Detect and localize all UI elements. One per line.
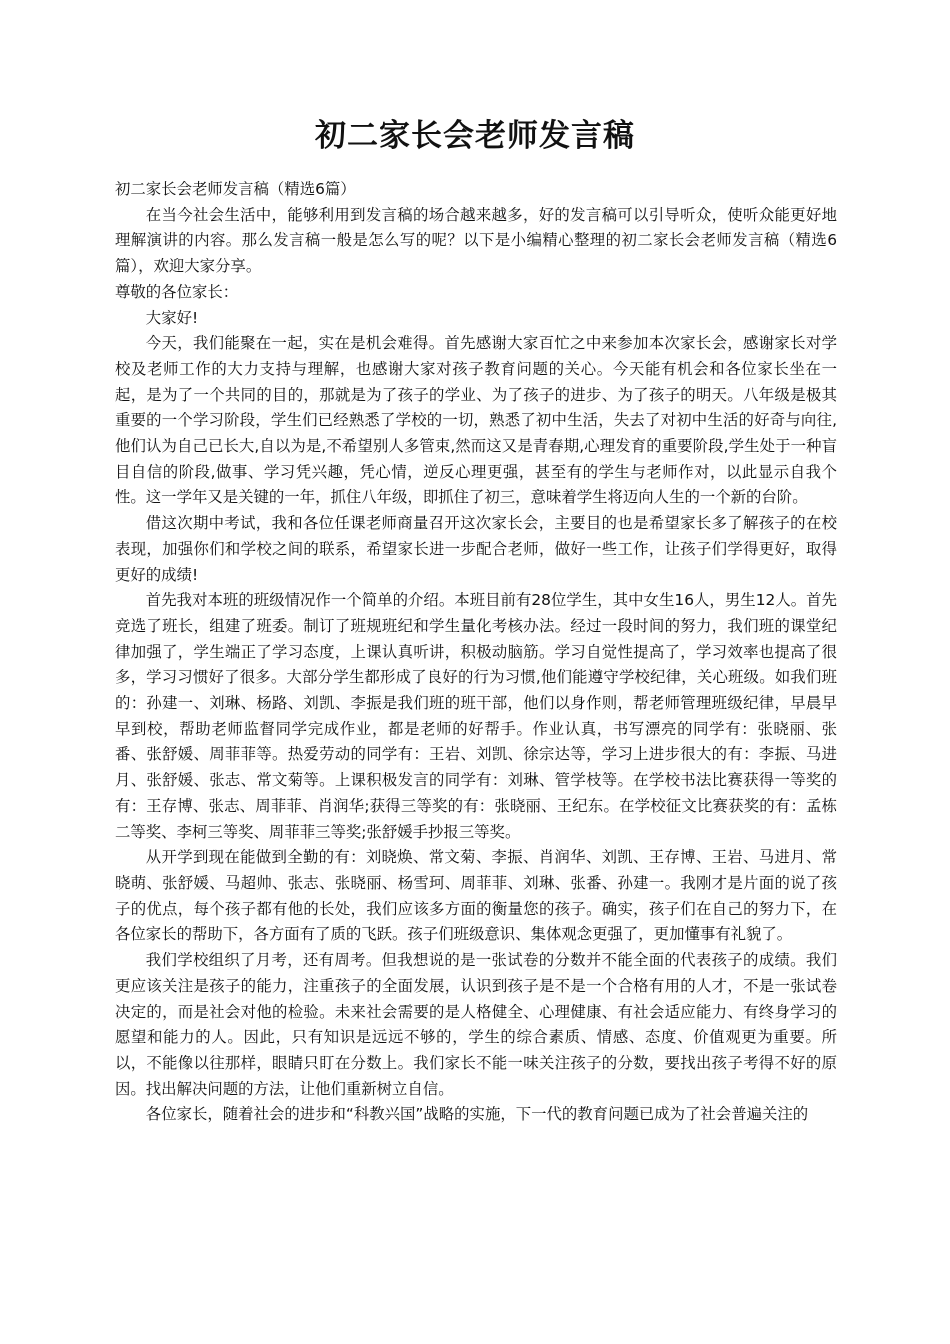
body-paragraph: 我们学校组织了月考，还有周考。但我想说的是一张试卷的分数并不能全面的代表孩子的成绩。我们更应该关注是孩子的能力，注重孩子的全面发展，认识到孩子是不是一个合格有用的人才，不是一张试卷决定的，而是社会对他的检验。未来社会需要的是人格健全、心理健康、有社会适应能力、有终身学习的愿望和能力的人。因此，只有知识是远远不够的，学生的综合素质、情感、态度、价值观更为重要。所以，不能像以往那样，眼睛只盯在分数上。我们家长不能一味关注孩子的分数，要找出孩子考得不好的原因。找出解决问题的方法，让他们重新树立自信。 [115,951,837,1098]
body-paragraph: 今天，我们能聚在一起，实在是机会难得。首先感谢大家百忙之中来参加本次家长会，感谢家长对学校及老师工作的大力支持与理解，也感谢大家对孩子教育问题的关心。今天能有机会和各位家长坐在一起，是为了一个共同的目的，那就是为了孩子的学业、为了孩子的进步、为了孩子的明天。八年级是极其重要的一个学习阶段，学生们已经熟悉了学校的一切，熟悉了初中生活，失去了对初中生活的好奇与向往,他们认为自己已长大,自以为是,不希望别人多管束,然而这又是青春期,心理发育的重要阶段,学生处于一种盲目自信的阶段,做事、学习凭兴趣，凭心情，逆反心理更强，甚至有的学生与老师作对，以此显示自我个性。这一学年又是关键的一年，抓住八年级，即抓住了初三，意味着学生将迈向人生的一个新的台阶。 [115,334,837,507]
salutation: 尊敬的各位家长： [115,282,239,301]
subtitle-line: 初二家长会老师发言稿（精选6篇） [115,180,356,198]
document-title: 初二家长会老师发言稿 [315,118,635,154]
document-body [115,177,837,1128]
intro-paragraph: 在当今社会生活中，能够利用到发言稿的场合越来越多，好的发言稿可以引导听众，使听众能更好地理解演讲的内容。那么发言稿一般是怎么写的呢？以下是小编精心整理的初二家长会老师发言稿（精选6篇），欢迎大家分享。 [115,205,837,276]
body-paragraph: 首先我对本班的班级情况作一个简单的介绍。本班目前有28位学生，其中女生16人，男生12人。首先竞选了班长，组建了班委。制订了班规班纪和学生量化考核办法。经过一段时间的努力，我们班的课堂纪律加强了，学生端正了学习态度，上课认真听讲，积极动脑筋。学习自觉性提高了，学习效率也提高了很多，学习习惯好了很多。大部分学生都形成了良好的行为习惯,他们能遵守学校纪律，关心班级。如我们班的：孙建一、刘琳、杨路、刘凯、李振是我们班的班干部，他们以身作则，帮老师管理班级纪律，早晨早早到校，帮助老师监督同学完成作业，都是老师的好帮手。作业认真，书写漂亮的同学有：张晓丽、张番、张舒媛、周菲菲等。热爱劳动的同学有：王岩、刘凯、徐宗达等，学习上进步很大的有：李振、马进月、张舒媛、张志、常文菊等。上课积极发言的同学有：刘琳、管学枝等。在学校书法比赛获得一等奖的有：王存博、张志、周菲菲、肖润华;获得三等奖的有：张晓丽、王纪东。在学校征文比赛获奖的有：孟栋二等奖、李柯三等奖、周菲菲三等奖;张舒媛手抄报三等奖。 [115,591,837,841]
body-paragraph: 借这次期中考试，我和各位任课老师商量召开这次家长会，主要目的也是希望家长多了解孩子的在校表现，加强你们和学校之间的联系，希望家长进一步配合老师，做好一些工作，让孩子们学得更好，取得更好的成绩! [115,514,837,584]
body-paragraph: 从开学到现在能做到全勤的有：刘晓焕、常文菊、李振、肖润华、刘凯、王存博、王岩、马进月、常晓萌、张舒媛、马超帅、张志、张晓丽、杨雪珂、周菲菲、刘琳、张番、孙建一。我刚才是片面的说了孩子的优点，每个孩子都有他的长处，我们应该多方面的衡量您的孩子。确实，孩子们在自己的努力下，在各位家长的帮助下，各方面有了质的飞跃。孩子们班级意识、集体观念更强了，更加懂事有礼貌了。 [115,848,837,944]
body-paragraph: 各位家长，随着社会的进步和“科教兴国”战略的实施，下一代的教育问题已成为了社会普遍关注的 [145,1105,809,1124]
greeting: 大家好! [145,308,199,327]
